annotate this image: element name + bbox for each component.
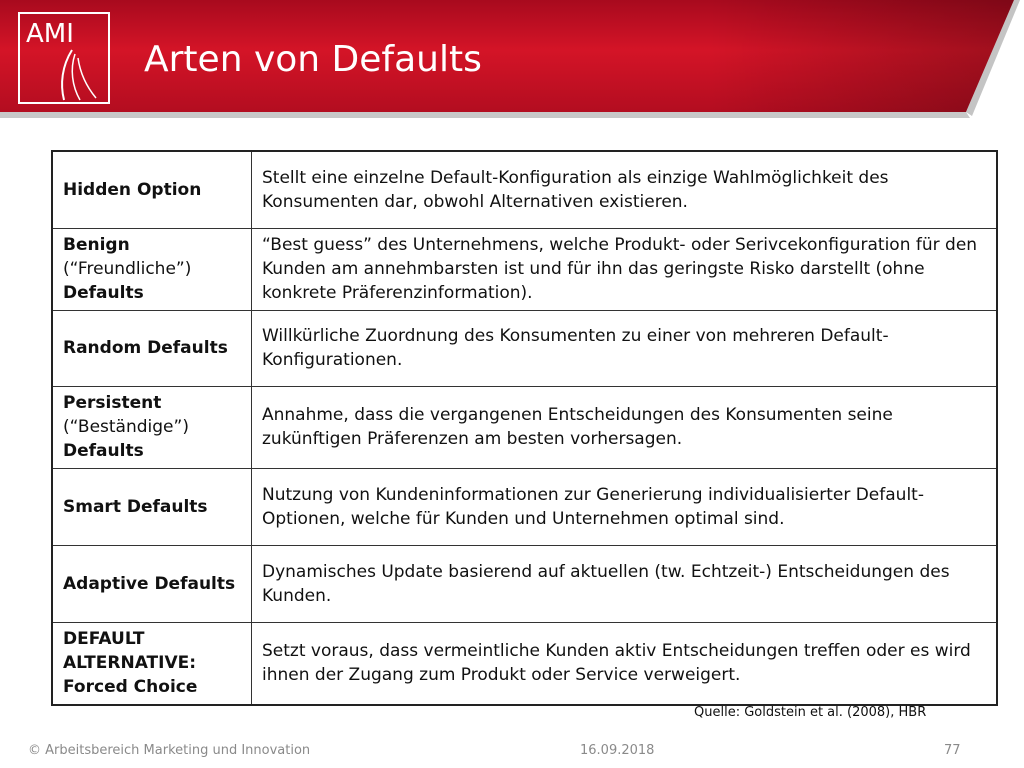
logo-text: AMI xyxy=(26,19,74,49)
term-cell: Smart Defaults xyxy=(52,468,252,545)
description-cell: Willkürliche Zuordnung des Konsumenten zu einer von mehreren Default-Konfigurationen. xyxy=(252,310,998,386)
description-cell: “Best guess” des Unternehmens, welche Produkt- oder Serivcekonfiguration für den Kunden am annehmbarsten ist und für ihn das geringste Risko darstellt (ohne konkrete Präferenzinformation). xyxy=(252,228,998,310)
term-line: (“Beständige”) xyxy=(63,417,189,437)
table-row xyxy=(52,386,997,468)
description-cell: Nutzung von Kundeninformationen zur Generierung individualisierter Default-Optionen, welche für Kunden und Unternehmen optimal sind. xyxy=(252,468,998,545)
term-cell: Adaptive Defaults xyxy=(52,545,252,622)
ami-logo xyxy=(18,12,110,104)
term-cell: Random Defaults xyxy=(52,310,252,386)
table-row xyxy=(52,228,997,310)
footer-copyright: © Arbeitsbereich Marketing und Innovation xyxy=(28,743,311,758)
footer-date: 16.09.2018 xyxy=(580,743,655,758)
header-banner xyxy=(0,0,1024,124)
term-line: Defaults xyxy=(63,441,144,461)
description-cell: Stellt eine einzelne Default-Konfiguration als einzige Wahlmöglichkeit des Konsumenten dar, obwohl Alternativen existieren. xyxy=(252,151,998,228)
sail-logo-icon xyxy=(20,14,108,102)
table-row xyxy=(52,310,997,386)
source-citation: Quelle: Goldstein et al. (2008), HBR xyxy=(694,705,927,720)
footer-page-number: 77 xyxy=(944,743,961,758)
description-cell: Dynamisches Update basierend auf aktuellen (tw. Echtzeit-) Entscheidungen des Kunden. xyxy=(252,545,998,622)
term-cell xyxy=(52,228,252,310)
term-cell: DEFAULT ALTERNATIVE: Forced Choice xyxy=(52,622,252,705)
table-row xyxy=(52,151,997,228)
table-row xyxy=(52,468,997,545)
description-cell: Setzt voraus, dass vermeintliche Kunden aktiv Entscheidungen treffen oder es wird ihnen der Zugang zum Produkt oder Service verweigert. xyxy=(252,622,998,705)
defaults-table xyxy=(51,150,998,706)
term-line: (“Freundliche”) xyxy=(63,259,192,279)
table-row xyxy=(52,545,997,622)
term-cell xyxy=(52,386,252,468)
table-row xyxy=(52,622,997,705)
term-cell: Hidden Option xyxy=(52,151,252,228)
description-cell: Annahme, dass die vergangenen Entscheidungen des Konsumenten seine zukünftigen Präferenzen am besten vorhersagen. xyxy=(252,386,998,468)
term-line: Benign xyxy=(63,235,130,255)
term-line: Defaults xyxy=(63,283,144,303)
page-title: Arten von Defaults xyxy=(144,39,482,80)
term-line: Persistent xyxy=(63,393,162,413)
